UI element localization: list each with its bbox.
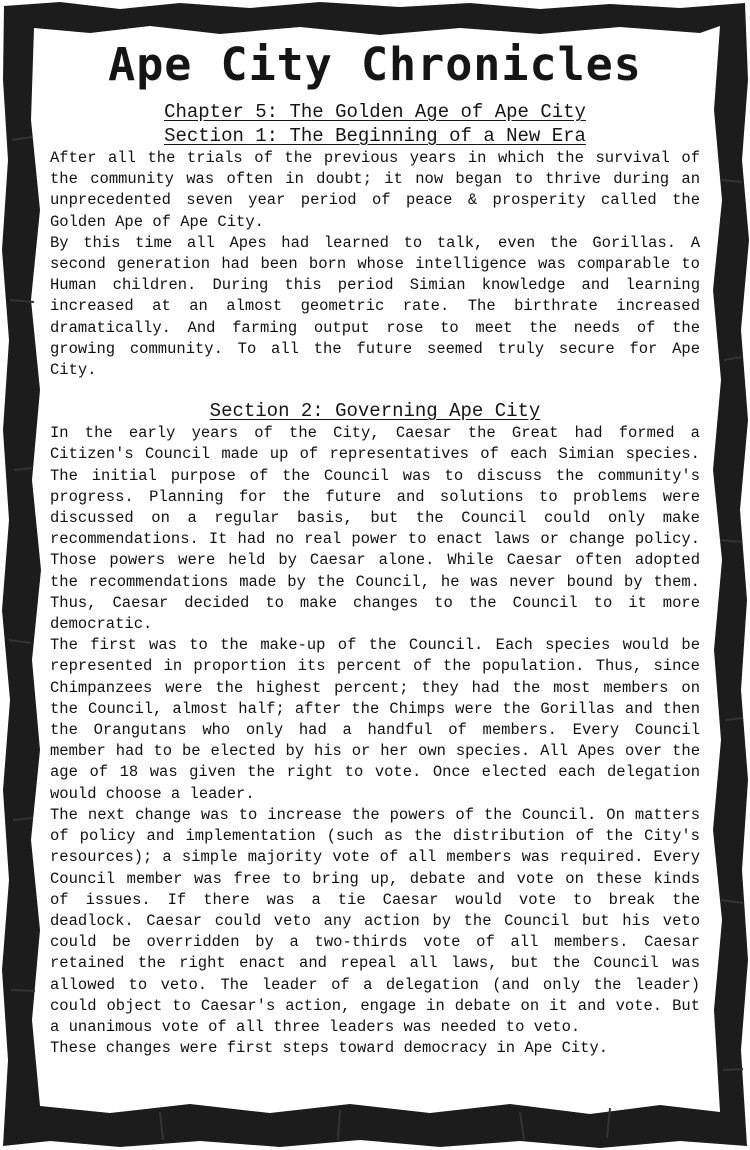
paragraph: By this time all Apes had learned to talk, even the Gorillas. A second generation had been born whose intelligence was comparable to Human children. During this period Simian knowledge and learning increased at an almost geometric rate. The birthrate increased dramatically. And farming output rose to meet the needs of the growing community. To all the future seemed truly secure for Ape City.	[50, 233, 700, 380]
page-title: Ape City Chronicles	[108, 38, 642, 91]
document-page	[50, 30, 700, 1110]
paragraph: The first was to the make-up of the Council. Each species would be represented in proportion its percent of the population. Thus, since Chimpanzees were the highest percent; they had the most members on the Council, almost half; after the Chimps were the Gorillas and then the Orangutans who only had a handful of members. Every Council member had to be elected by his or her own species. All Apes over the age of 18 was given the right to vote. Once elected each delegation would choose a leader.	[50, 636, 700, 803]
section-heading: Section 2: Governing Ape City	[209, 400, 541, 423]
paragraph: After all the trials of the previous years in which the survival of the community was often in doubt; it now began to thrive during an unprecedented seven year period of peace & prosperity called the Golden Ape of Ape City.	[50, 149, 700, 231]
paragraph: In the early years of the City, Caesar the Great had formed a Citizen's Council made up of representatives of each Simian species. The initial purpose of the Council was to discuss the community's progress. Planning for the future and solutions to problems were discussed on a regular basis, but the Council could only make recommendations. It had no real power to enact laws or change policy. Those powers were held by Caesar alone. While Caesar often adopted the recommendations made by the Council, he was never bound by them. Thus, Caesar decided to make changes to the Council to it more democratic.	[50, 424, 700, 634]
section-heading: Section 1: The Beginning of a New Era	[164, 125, 586, 147]
paragraph: The next change was to increase the powers of the Council. On matters of policy and implementation (such as the distribution of the City's resources); a simple majority vote of all members was required. Every Council member was free to bring up, debate and vote on these kinds of issues. If there was a tie Caesar would vote to break the deadlock. Caesar could veto any action by the Council but his veto could be overridden by a two-thirds vote of all members. Caesar retained the right enact and repeal all laws, but the Council was allowed to veto. The leader of a delegation (and only the leader) could object to Caesar's action, engage in debate on it and vote. But a unanimous vote of all three leaders was needed to veto.	[50, 805, 700, 1036]
chapter-heading: Chapter 5: The Golden Age of Ape City	[164, 101, 586, 123]
section-2	[50, 399, 700, 1059]
section-1	[50, 124, 700, 381]
paragraph: These changes were first steps toward democracy in Ape City.	[50, 1039, 609, 1058]
